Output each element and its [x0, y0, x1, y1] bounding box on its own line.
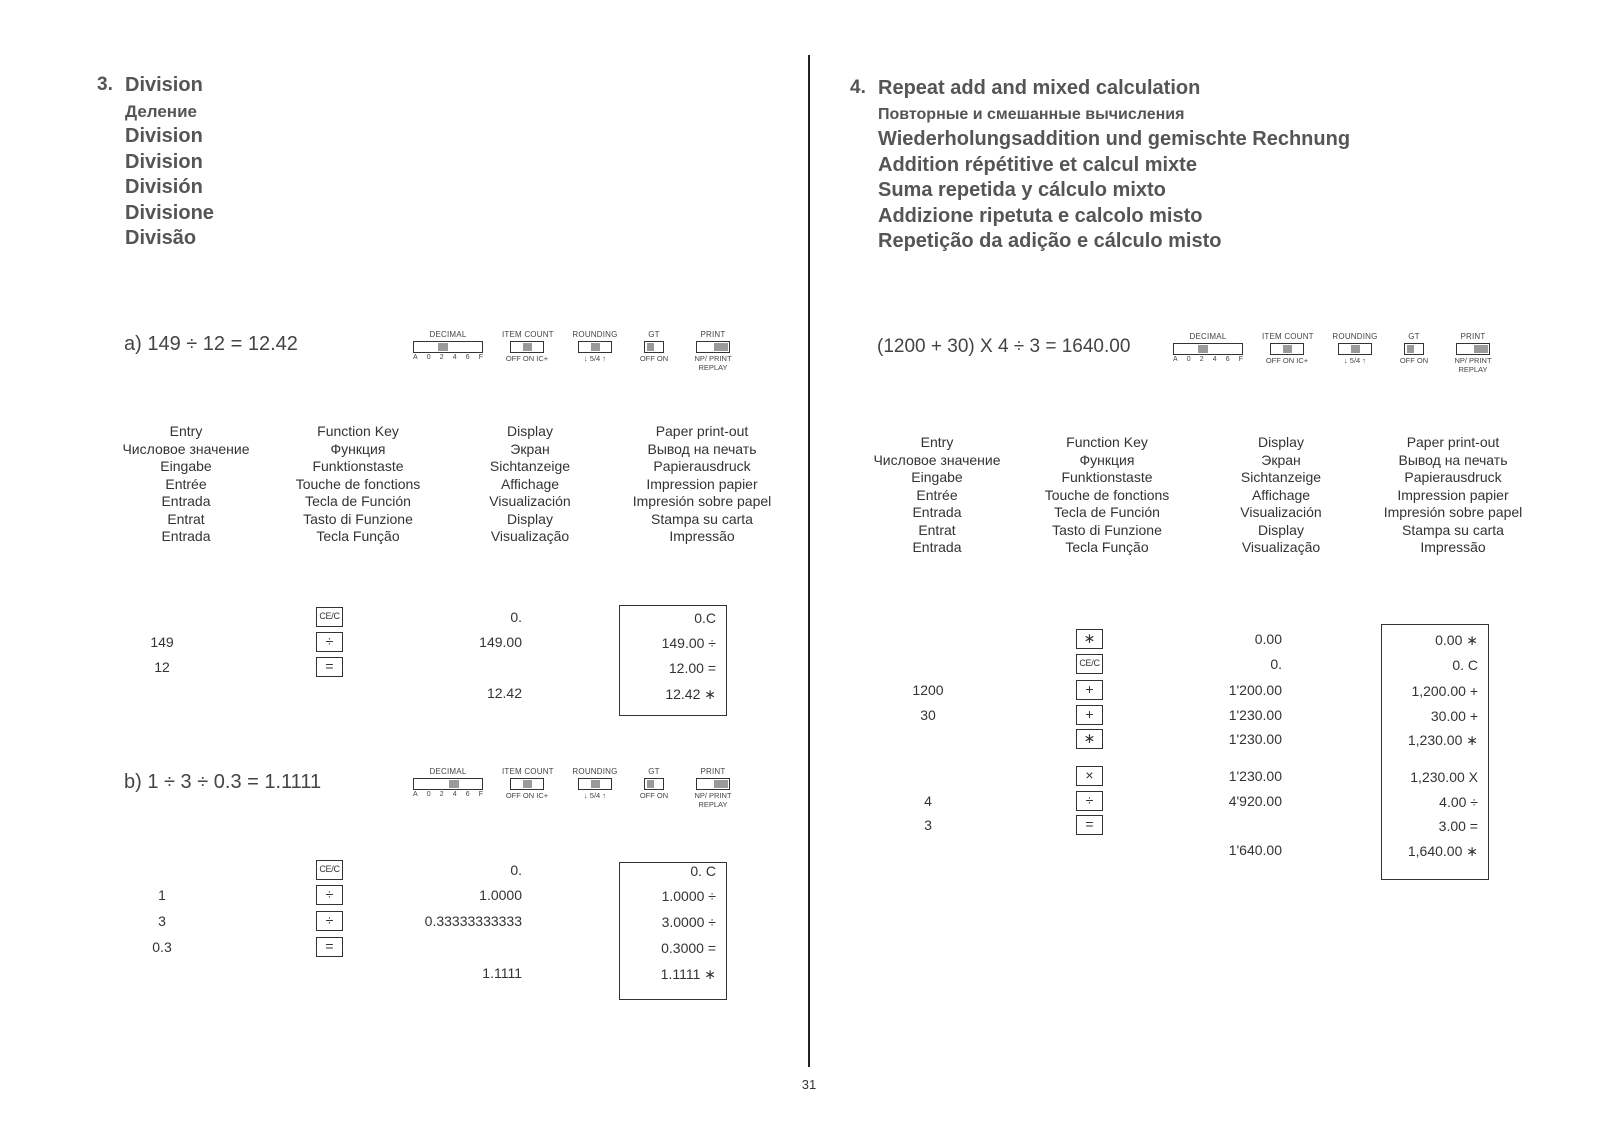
header-line: Impressão [1420, 539, 1486, 555]
header-line: Tecla Função [316, 528, 400, 544]
switch-panel [1172, 332, 1512, 392]
tape-line: 3.0000 ÷ [661, 914, 716, 930]
tape-line: 1,200.00 + [1411, 683, 1478, 699]
switch-knob [647, 780, 654, 788]
display-value: 0. [510, 609, 522, 625]
header-line: Paper print-out [1406, 434, 1500, 450]
switch-label: ROUNDING [572, 767, 618, 776]
tape-line: 12.42 ∗ [665, 686, 716, 702]
header-entry [857, 434, 1017, 557]
switch-knob [1474, 345, 1488, 353]
switch-label: ROUNDING [572, 330, 618, 339]
ce-c-key: CE/C [316, 860, 343, 880]
header-line: Tecla de Función [1054, 504, 1160, 520]
tape-line: 3.00 = [1438, 818, 1478, 834]
tick-label: F [478, 354, 483, 361]
display-value: 4'920.00 [1228, 793, 1282, 809]
header-line: Touche de fonctions [295, 475, 421, 492]
section-number-left: 3. [97, 74, 113, 95]
title-de: Wiederholungsaddition und gemischte Rechnung [878, 128, 1351, 150]
switch-slider [1404, 343, 1424, 355]
tape-line: 1.1111 ∗ [660, 966, 716, 982]
display-value: 0.33333333333 [424, 913, 522, 929]
switch-slider [578, 778, 612, 790]
tick-label: 0 [426, 791, 431, 798]
switch-knob [591, 780, 600, 788]
switch-slider [510, 778, 544, 790]
tick-label: 6 [1225, 356, 1230, 363]
tape-line: 149.00 ÷ [661, 635, 716, 651]
header-line: Tecla Função [1065, 539, 1149, 555]
header-line: Вывод на печать [647, 440, 757, 457]
plus-key: + [1076, 680, 1103, 700]
title-fr: Addition répétitive et calcul mixte [878, 153, 1197, 176]
formula-repeat: (1200 + 30) X 4 ÷ 3 = 1640.00 [877, 336, 1131, 357]
header-line: Функция [330, 440, 386, 457]
header-line: Entrada [161, 528, 211, 544]
subtotal-key: ∗ [1076, 729, 1103, 749]
entry-value: 149 [150, 634, 174, 650]
tape-line: 0. C [1452, 657, 1478, 673]
entry-value: 0.3 [152, 939, 172, 955]
display-value: 1'230.00 [1228, 768, 1282, 784]
section-titles-right [878, 76, 1350, 255]
switch-slider [510, 341, 544, 353]
switch-slider [1270, 343, 1304, 355]
header-line: Impresión sobre papel [1383, 504, 1523, 520]
header-line: Papierausdruck [653, 458, 751, 474]
switch-knob [438, 343, 448, 351]
header-line: Impression papier [1397, 486, 1509, 503]
switch-rounding [1332, 332, 1378, 365]
header-line: Tasto di Funzione [303, 510, 413, 527]
switch-item-count [502, 330, 552, 363]
header-line: Eingabe [160, 458, 212, 474]
switch-gt [1394, 332, 1434, 365]
multiply-key: × [1076, 766, 1103, 786]
header-line: Экран [1261, 451, 1301, 468]
display-value: 12.42 [486, 685, 522, 701]
tick-label: 0 [426, 354, 431, 361]
header-line: Sichtanzeige [1240, 469, 1322, 485]
header-line: Entry [920, 434, 954, 450]
tick-label: 6 [465, 354, 470, 361]
switch-label: GT [1408, 332, 1420, 341]
header-line: Display [507, 423, 553, 439]
tape-line: 1.0000 ÷ [661, 888, 716, 904]
switch-knob [1198, 345, 1208, 353]
header-line: Visualização [490, 528, 570, 544]
paper-tape [619, 605, 727, 716]
section-titles-left [125, 73, 214, 252]
tape-line: 30.00 + [1430, 708, 1478, 724]
header-entry [106, 423, 266, 546]
switch-label: DECIMAL [429, 767, 467, 776]
tick-label: A [1173, 356, 1178, 363]
header-line: Entry [169, 423, 203, 439]
switch-options: ↓ 5/4 ↑ [1343, 356, 1367, 365]
header-line: Tasto di Funzione [1052, 521, 1162, 538]
divide-key: ÷ [316, 885, 343, 905]
title-fr: Division [125, 150, 203, 173]
tape-line: 0.3000 = [661, 940, 716, 956]
tick-label: 2 [439, 791, 444, 798]
tick-label: 2 [439, 354, 444, 361]
switch-label: PRINT [1460, 332, 1486, 341]
switch-knob [647, 343, 654, 351]
display-value: 1'640.00 [1228, 842, 1282, 858]
switch-options: OFF ON IC+ [1265, 356, 1309, 365]
title-it: Divisione [125, 201, 214, 224]
switch-print [682, 767, 744, 809]
header-line: Функция [1079, 451, 1135, 468]
tick-label: 4 [452, 354, 457, 361]
header-line: Affichage [500, 475, 560, 492]
equals-key: = [316, 657, 343, 677]
switch-knob [1407, 345, 1414, 353]
entry-value: 3 [158, 913, 166, 929]
header-line: Eingabe [911, 469, 963, 485]
switch-slider [696, 778, 730, 790]
switch-label: ITEM COUNT [502, 330, 554, 339]
header-line: Affichage [1251, 486, 1311, 503]
switch-panel [412, 330, 752, 390]
divide-key: ÷ [1076, 791, 1103, 811]
switch-options: REPLAY [698, 800, 728, 809]
tape-line: 0. C [690, 863, 716, 879]
switch-slider [1456, 343, 1490, 355]
tape-line: 1,230.00 X [1410, 769, 1478, 785]
switch-slider [1173, 343, 1243, 355]
switch-slider [696, 341, 730, 353]
title-pt: Repetição da adição e cálculo misto [878, 230, 1222, 252]
header-line: Экран [510, 440, 550, 457]
entry-value: 30 [920, 707, 936, 723]
switch-panel [412, 767, 752, 827]
switch-options: OFF ON [639, 354, 669, 363]
switch-slider [644, 778, 664, 790]
display-value: 149.00 [479, 634, 522, 650]
header-display [460, 423, 600, 546]
switch-slider [413, 778, 483, 790]
display-value: 0. [510, 862, 522, 878]
switch-label: GT [648, 330, 660, 339]
divide-key: ÷ [316, 911, 343, 931]
tape-line: 0.C [694, 610, 716, 626]
header-line: Stampa su carta [1402, 521, 1504, 538]
header-line: Entrada [912, 504, 962, 520]
tape-line: 12.00 = [668, 660, 716, 676]
switch-label: ITEM COUNT [1262, 332, 1314, 341]
tape-line: 1,640.00 ∗ [1407, 843, 1478, 859]
switch-options: OFF ON IC+ [505, 354, 549, 363]
switch-knob [714, 780, 728, 788]
switch-knob [1351, 345, 1360, 353]
switch-label: ITEM COUNT [502, 767, 554, 776]
switch-knob [591, 343, 600, 351]
entry-value: 4 [924, 793, 932, 809]
entry-value: 3 [924, 817, 932, 833]
header-line: Sichtanzeige [489, 458, 571, 474]
ce-c-key: CE/C [316, 607, 343, 627]
tick-label: A [413, 791, 418, 798]
header-line: Entrée [916, 486, 958, 503]
switch-print [1442, 332, 1504, 374]
switch-knob [523, 343, 532, 351]
title-en: Repeat add and mixed calculation [878, 77, 1201, 99]
tape-line: 4.00 ÷ [1439, 794, 1478, 810]
switch-options: NP/ PRINT [1454, 356, 1492, 365]
header-line: Entrada [161, 493, 211, 509]
tick-label: F [1238, 356, 1243, 363]
switch-options: ↓ 5/4 ↑ [583, 791, 607, 800]
switch-knob [1283, 345, 1292, 353]
header-line: Paper print-out [655, 423, 749, 439]
header-line: Impresión sobre papel [632, 493, 772, 509]
entry-value: 1 [158, 887, 166, 903]
switch-label: DECIMAL [1189, 332, 1227, 341]
header-line: Entrat [167, 510, 205, 527]
header-line: Числовое значение [873, 451, 1001, 468]
equals-key: = [1076, 815, 1103, 835]
tick-label: 4 [1212, 356, 1217, 363]
tape-line: 0.00 ∗ [1435, 632, 1478, 648]
title-de: Division [125, 125, 203, 147]
switch-knob [449, 780, 459, 788]
paper-tape [619, 862, 727, 1000]
title-it: Addizione ripetuta e calcolo misto [878, 204, 1203, 227]
switch-rounding [572, 330, 618, 363]
header-line: Вывод на печать [1398, 451, 1508, 468]
tick-label: 0 [1186, 356, 1191, 363]
switch-decimal [412, 330, 484, 361]
display-value: 1'230.00 [1228, 731, 1282, 747]
page-divider [808, 55, 810, 1067]
header-display [1211, 434, 1351, 557]
title-ru: Повторные и смешанные вычисления [878, 105, 1185, 123]
title-ru: Деление [125, 101, 197, 121]
switch-options: REPLAY [1458, 365, 1488, 374]
header-line: Impressão [669, 528, 735, 544]
switch-ticks [413, 791, 483, 798]
entry-value: 1200 [912, 682, 944, 698]
ce-c-key: CE/C [1076, 654, 1103, 674]
switch-options: NP/ PRINT [694, 354, 732, 363]
tape-line: 1,230.00 ∗ [1407, 732, 1478, 748]
tick-label: A [413, 354, 418, 361]
display-value: 0. [1270, 656, 1282, 672]
section-number-right: 4. [850, 77, 866, 98]
tick-label: F [478, 791, 483, 798]
title-es: Suma repetida y cálculo mixto [878, 179, 1166, 201]
header-line: Entrée [165, 475, 207, 492]
entry-value: 12 [154, 659, 170, 675]
header-line: Funktionstaste [1061, 469, 1153, 485]
switch-options: OFF ON [639, 791, 669, 800]
switch-gt [634, 767, 674, 800]
header-line: Visualização [1241, 539, 1321, 555]
switch-ticks [413, 354, 483, 361]
switch-options: NP/ PRINT [694, 791, 732, 800]
switch-decimal [412, 767, 484, 798]
switch-print [682, 330, 744, 372]
display-value: 1'200.00 [1228, 682, 1282, 698]
switch-item-count [1262, 332, 1312, 365]
switch-slider [578, 341, 612, 353]
switch-options: OFF ON [1399, 356, 1429, 365]
display-value: 1.0000 [479, 887, 522, 903]
switch-label: PRINT [700, 767, 726, 776]
switch-options: OFF ON IC+ [505, 791, 549, 800]
formula-a: a) 149 ÷ 12 = 12.42 [124, 333, 298, 355]
switch-gt [634, 330, 674, 363]
header-line: Touche de fonctions [1044, 486, 1170, 503]
header-line: Display [1258, 434, 1304, 450]
header-line: Entrat [918, 521, 956, 538]
tick-label: 2 [1199, 356, 1204, 363]
divide-key: ÷ [316, 632, 343, 652]
switch-label: ROUNDING [1332, 332, 1378, 341]
header-function-key [1032, 434, 1182, 557]
header-line: Display [507, 510, 553, 527]
header-paper [1368, 434, 1538, 557]
tick-label: 4 [452, 791, 457, 798]
title-es: División [125, 176, 203, 198]
display-value: 1'230.00 [1228, 707, 1282, 723]
header-line: Visualización [1240, 504, 1322, 520]
switch-label: PRINT [700, 330, 726, 339]
switch-options: ↓ 5/4 ↑ [583, 354, 607, 363]
switch-slider [1338, 343, 1372, 355]
header-function-key [283, 423, 433, 546]
header-line: Числовое значение [122, 440, 250, 457]
switch-options: REPLAY [698, 363, 728, 372]
header-line: Impression papier [646, 475, 758, 492]
switch-knob [523, 780, 532, 788]
switch-rounding [572, 767, 618, 800]
header-line: Visualización [489, 493, 571, 509]
switch-item-count [502, 767, 552, 800]
display-value: 1.1111 [482, 965, 522, 981]
subtotal-key: ∗ [1076, 629, 1103, 649]
switch-ticks [1173, 356, 1243, 363]
switch-slider [644, 341, 664, 353]
header-paper [617, 423, 787, 546]
switch-slider [413, 341, 483, 353]
switch-label: GT [648, 767, 660, 776]
plus-key: + [1076, 705, 1103, 725]
header-line: Entrada [912, 539, 962, 555]
header-line: Stampa su carta [651, 510, 753, 527]
switch-knob [714, 343, 728, 351]
header-line: Papierausdruck [1404, 469, 1502, 485]
header-line: Tecla de Función [305, 493, 411, 509]
tick-label: 6 [465, 791, 470, 798]
page-number: 31 [801, 1077, 817, 1092]
header-line: Display [1258, 521, 1304, 538]
header-line: Function Key [1066, 434, 1148, 450]
equals-key: = [316, 937, 343, 957]
switch-decimal [1172, 332, 1244, 363]
title-en: Division [125, 74, 203, 96]
display-value: 0.00 [1254, 631, 1282, 647]
switch-label: DECIMAL [429, 330, 467, 339]
title-pt: Divisão [125, 227, 197, 249]
paper-tape [1381, 624, 1489, 880]
formula-b: b) 1 ÷ 3 ÷ 0.3 = 1.1111 [124, 771, 322, 793]
header-line: Funktionstaste [312, 458, 404, 474]
header-line: Function Key [317, 423, 399, 439]
